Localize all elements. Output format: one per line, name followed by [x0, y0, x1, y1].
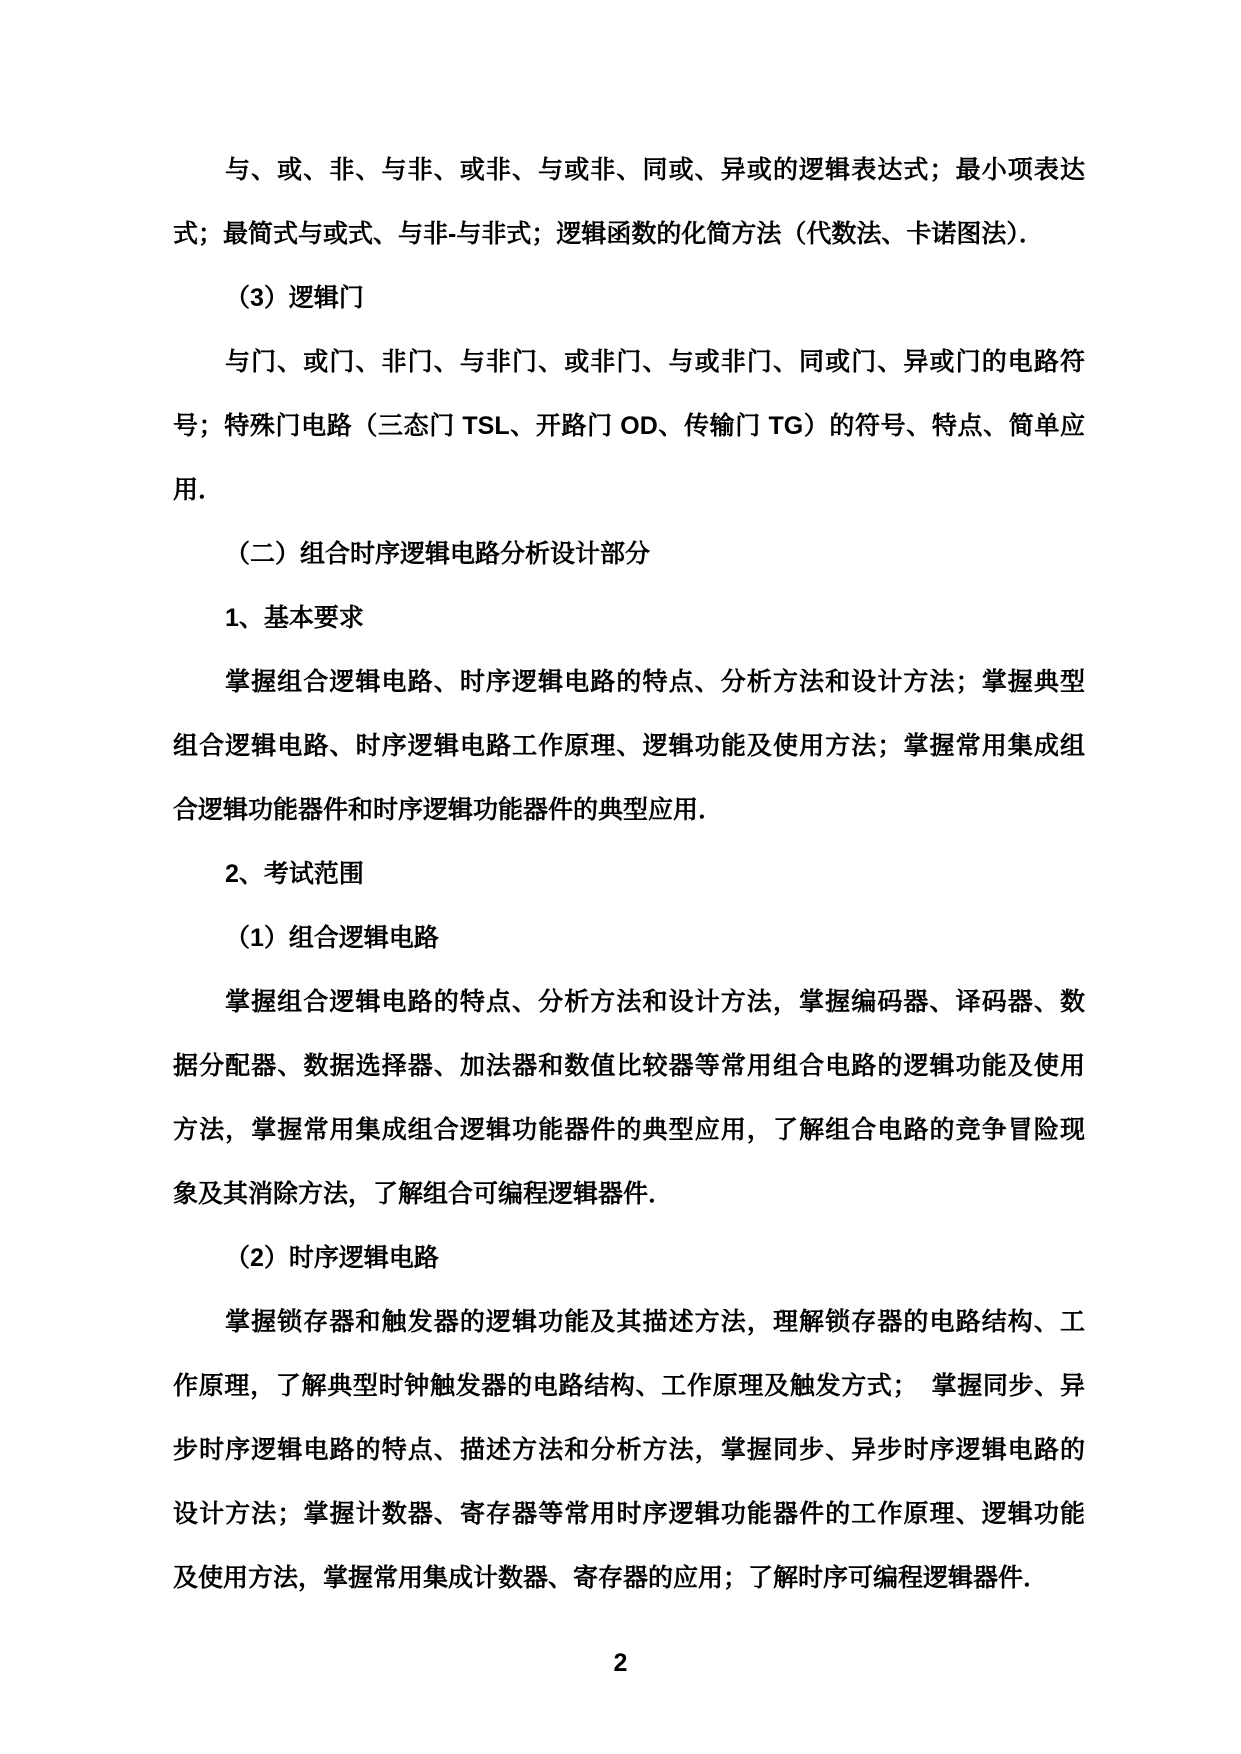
paragraph: [173, 650, 1085, 842]
text-line: （2）时序逻辑电路: [225, 1244, 439, 1272]
text-line: 1、基本要求: [225, 604, 364, 632]
text-line: 掌握组合逻辑电路的特点、分析方法和设计方法，掌握编码器、译码器、数: [225, 988, 1085, 1016]
text-line: 象及其消除方法，了解组合可编程逻辑器件．: [173, 1180, 674, 1208]
text-line: （二）组合时序逻辑电路分析设计部分: [225, 540, 651, 568]
text-line: 作原理，了解典型时钟触发器的电路结构、工作原理及触发方式； 掌握同步、异: [173, 1372, 1085, 1400]
paragraph: [173, 330, 1085, 522]
text-line: 号；特殊门电路（三态门 TSL、开路门 OD、传输门 TG）的符号、特点、简单应: [173, 412, 1085, 440]
text-line: （3）逻辑门: [225, 284, 364, 312]
text-line: 与、或、非、与非、或非、与或非、同或、异或的逻辑表达式；最小项表达: [225, 156, 1085, 184]
page-footer: [0, 1648, 1241, 1678]
text-line: 合逻辑功能器件和时序逻辑功能器件的典型应用．: [173, 796, 724, 824]
text-line: 掌握组合逻辑电路、时序逻辑电路的特点、分析方法和设计方法；掌握典型: [225, 668, 1085, 696]
text-line: 据分配器、数据选择器、加法器和数值比较器等常用组合电路的逻辑功能及使用: [173, 1052, 1085, 1080]
text-line: 掌握锁存器和触发器的逻辑功能及其描述方法，理解锁存器的电路结构、工: [225, 1308, 1085, 1336]
text-line: 与门、或门、非门、与非门、或非门、与或非门、同或门、异或门的电路符: [225, 348, 1085, 376]
paragraph: [173, 138, 1085, 266]
paragraph: [173, 586, 1085, 650]
text-line: 2、考试范围: [225, 860, 364, 888]
text-line: 用．: [173, 476, 224, 504]
paragraph: [173, 906, 1085, 970]
paragraph: [173, 970, 1085, 1226]
text-line: 组合逻辑电路、时序逻辑电路工作原理、逻辑功能及使用方法；掌握常用集成组: [173, 732, 1085, 760]
page-number: 2: [613, 1649, 628, 1677]
document-content: [173, 138, 1085, 1610]
paragraph: [173, 522, 1085, 586]
paragraph: [173, 266, 1085, 330]
paragraph: [173, 842, 1085, 906]
text-line: 及使用方法，掌握常用集成计数器、寄存器的应用；了解时序可编程逻辑器件．: [173, 1564, 1049, 1592]
text-line: 式；最简式与或式、与非-与非式；逻辑函数的化简方法（代数法、卡诺图法）．: [173, 220, 1044, 248]
paragraph: [173, 1226, 1085, 1290]
paragraph: [173, 1290, 1085, 1610]
text-line: 方法，掌握常用集成组合逻辑功能器件的典型应用，了解组合电路的竞争冒险现: [173, 1116, 1085, 1144]
text-line: 步时序逻辑电路的特点、描述方法和分析方法，掌握同步、异步时序逻辑电路的: [173, 1436, 1085, 1464]
text-line: （1）组合逻辑电路: [225, 924, 439, 952]
text-line: 设计方法；掌握计数器、寄存器等常用时序逻辑功能器件的工作原理、逻辑功能: [173, 1500, 1085, 1528]
